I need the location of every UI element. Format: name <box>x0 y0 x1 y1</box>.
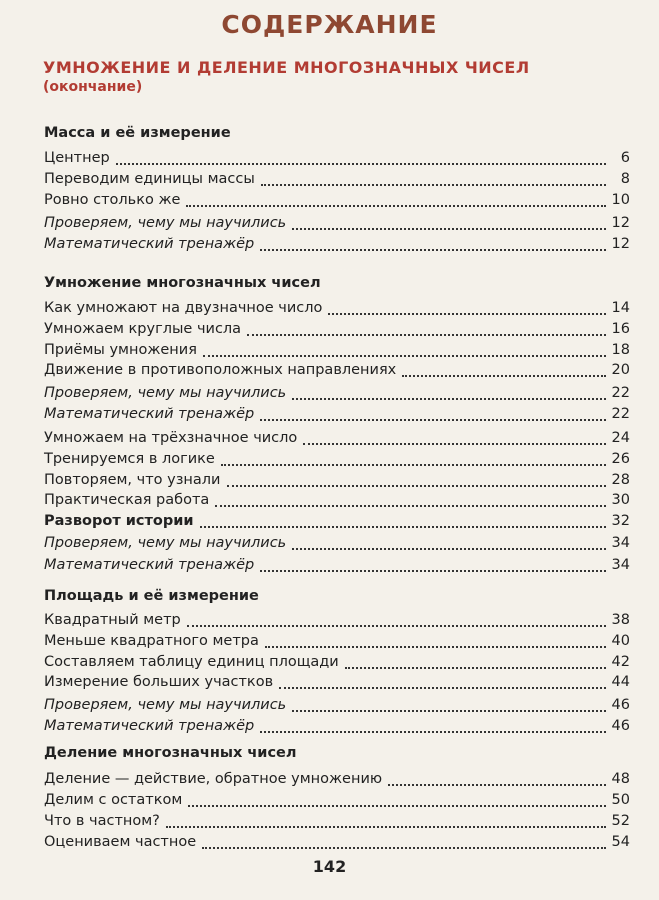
toc-entry[interactable] <box>44 811 630 832</box>
dot-leader <box>265 640 606 648</box>
toc-entry[interactable] <box>44 555 630 576</box>
toc-entry[interactable] <box>44 652 630 673</box>
toc-entry[interactable] <box>44 511 630 532</box>
entry-label: Центнер <box>44 150 110 166</box>
entry-page: 48 <box>611 771 630 787</box>
toc-entry[interactable] <box>44 213 630 234</box>
entry-page: 50 <box>611 792 630 808</box>
entry-label: Проверяем, чему мы научились <box>44 697 287 713</box>
entry-page: 8 <box>620 171 630 187</box>
entry-label: Умножаем круглые числа <box>44 321 242 337</box>
unit-title: УМНОЖЕНИЕ И ДЕЛЕНИЕ МНОГОЗНАЧНЫХ ЧИСЕЛ <box>43 58 530 77</box>
toc-entry[interactable] <box>44 428 630 449</box>
toc-entry[interactable] <box>44 234 630 255</box>
entry-page: 42 <box>611 654 630 670</box>
dot-leader <box>188 799 605 807</box>
entry-page: 44 <box>611 674 630 690</box>
dot-leader <box>292 392 605 400</box>
dot-leader <box>116 157 606 165</box>
dot-leader <box>221 458 606 466</box>
entry-label: Измерение больших участков <box>44 674 274 690</box>
entry-page: 20 <box>611 362 630 378</box>
entry-page: 6 <box>620 150 630 166</box>
entry-page: 22 <box>611 406 630 422</box>
entry-page: 18 <box>611 342 630 358</box>
toc-entry[interactable] <box>44 490 630 511</box>
page-title: СОДЕРЖАНИЕ <box>221 10 438 39</box>
entry-page: 54 <box>611 834 630 850</box>
entry-label: Что в частном? <box>44 813 160 829</box>
toc-entry[interactable] <box>44 190 630 211</box>
section-heading: Умножение многозначных чисел <box>44 275 321 291</box>
toc-entry[interactable] <box>44 340 630 361</box>
toc-entry[interactable] <box>44 470 630 491</box>
toc-entry[interactable] <box>44 169 630 190</box>
toc-entry[interactable] <box>44 298 630 319</box>
toc-entry[interactable] <box>44 533 630 554</box>
entry-label: Приёмы умножения <box>44 342 197 358</box>
entry-label: Проверяем, чему мы научились <box>44 215 287 231</box>
entry-page: 46 <box>611 718 630 734</box>
toc-entry[interactable] <box>44 610 630 631</box>
toc-entry[interactable] <box>44 769 630 790</box>
entry-label: Составляем таблицу единиц площади <box>44 654 339 670</box>
entry-page: 26 <box>611 451 630 467</box>
dot-leader <box>292 222 605 230</box>
dot-leader <box>260 413 605 421</box>
toc-entry[interactable] <box>44 383 630 404</box>
dot-leader <box>261 178 606 186</box>
toc-entry[interactable] <box>44 449 630 470</box>
dot-leader <box>186 199 605 207</box>
toc-entry[interactable] <box>44 404 630 425</box>
toc-entry[interactable] <box>44 832 630 853</box>
entry-label: Повторяем, что узнали <box>44 472 221 488</box>
toc-entry[interactable] <box>44 148 630 169</box>
dot-leader <box>166 820 606 828</box>
toc-entry[interactable] <box>44 319 630 340</box>
dot-leader <box>292 704 605 712</box>
entry-page: 30 <box>611 492 630 508</box>
entry-label: Ровно столько же <box>44 192 181 208</box>
dot-leader <box>260 243 605 251</box>
entry-page: 32 <box>611 513 630 529</box>
section-heading: Площадь и её измерение <box>44 588 259 604</box>
entry-label: Квадратный метр <box>44 612 181 628</box>
entry-label: Деление — действие, обратное умножению <box>44 771 383 787</box>
dot-leader <box>227 479 606 487</box>
toc-entry[interactable] <box>44 672 630 693</box>
dot-leader <box>388 778 605 786</box>
entry-page: 46 <box>611 697 630 713</box>
dot-leader <box>260 564 605 572</box>
entry-label: Проверяем, чему мы научились <box>44 535 287 551</box>
entry-page: 14 <box>611 300 630 316</box>
dot-leader <box>279 681 605 689</box>
dot-leader <box>203 349 606 357</box>
dot-leader <box>292 542 605 550</box>
entry-label: Математический тренажёр <box>44 406 255 422</box>
entry-page: 34 <box>611 557 630 573</box>
entry-label: Движение в противоположных направлениях <box>44 362 397 378</box>
toc-entry[interactable] <box>44 360 630 381</box>
dot-leader <box>247 328 605 336</box>
section-heading: Масса и её измерение <box>44 125 231 141</box>
entry-label: Умножаем на трёхзначное число <box>44 430 298 446</box>
toc-entry[interactable] <box>44 631 630 652</box>
toc-entry[interactable] <box>44 695 630 716</box>
dot-leader <box>260 725 605 733</box>
entry-label: Меньше квадратного метра <box>44 633 259 649</box>
dot-leader <box>328 307 605 315</box>
entry-page: 24 <box>611 430 630 446</box>
toc-entry[interactable] <box>44 790 630 811</box>
dot-leader <box>200 520 606 528</box>
entry-label: Делим с остатком <box>44 792 183 808</box>
section-heading: Деление многозначных чисел <box>44 745 297 761</box>
entry-page: 22 <box>611 385 630 401</box>
entry-page: 38 <box>611 612 630 628</box>
entry-label: Практическая работа <box>44 492 210 508</box>
entry-page: 12 <box>611 236 630 252</box>
entry-page: 10 <box>611 192 630 208</box>
dot-leader <box>202 841 605 849</box>
entry-label: Разворот истории <box>44 513 194 529</box>
entry-label: Математический тренажёр <box>44 718 255 734</box>
dot-leader <box>402 369 605 377</box>
entry-label: Как умножают на двузначное число <box>44 300 323 316</box>
dot-leader <box>187 619 606 627</box>
dot-leader <box>303 437 605 445</box>
entry-label: Оцениваем частное <box>44 834 197 850</box>
dot-leader <box>345 661 606 669</box>
entry-page: 34 <box>611 535 630 551</box>
entry-label: Математический тренажёр <box>44 557 255 573</box>
entry-page: 16 <box>611 321 630 337</box>
entry-label: Проверяем, чему мы научились <box>44 385 287 401</box>
entry-page: 12 <box>611 215 630 231</box>
entry-page: 28 <box>611 472 630 488</box>
entry-page: 40 <box>611 633 630 649</box>
dot-leader <box>215 499 605 507</box>
entry-page: 52 <box>611 813 630 829</box>
unit-subtitle: (окончание) <box>43 79 143 95</box>
entry-label: Тренируемся в логике <box>44 451 215 467</box>
entry-label: Переводим единицы массы <box>44 171 255 187</box>
page-number: 142 <box>312 857 347 876</box>
entry-label: Математический тренажёр <box>44 236 255 252</box>
toc-entry[interactable] <box>44 716 630 737</box>
